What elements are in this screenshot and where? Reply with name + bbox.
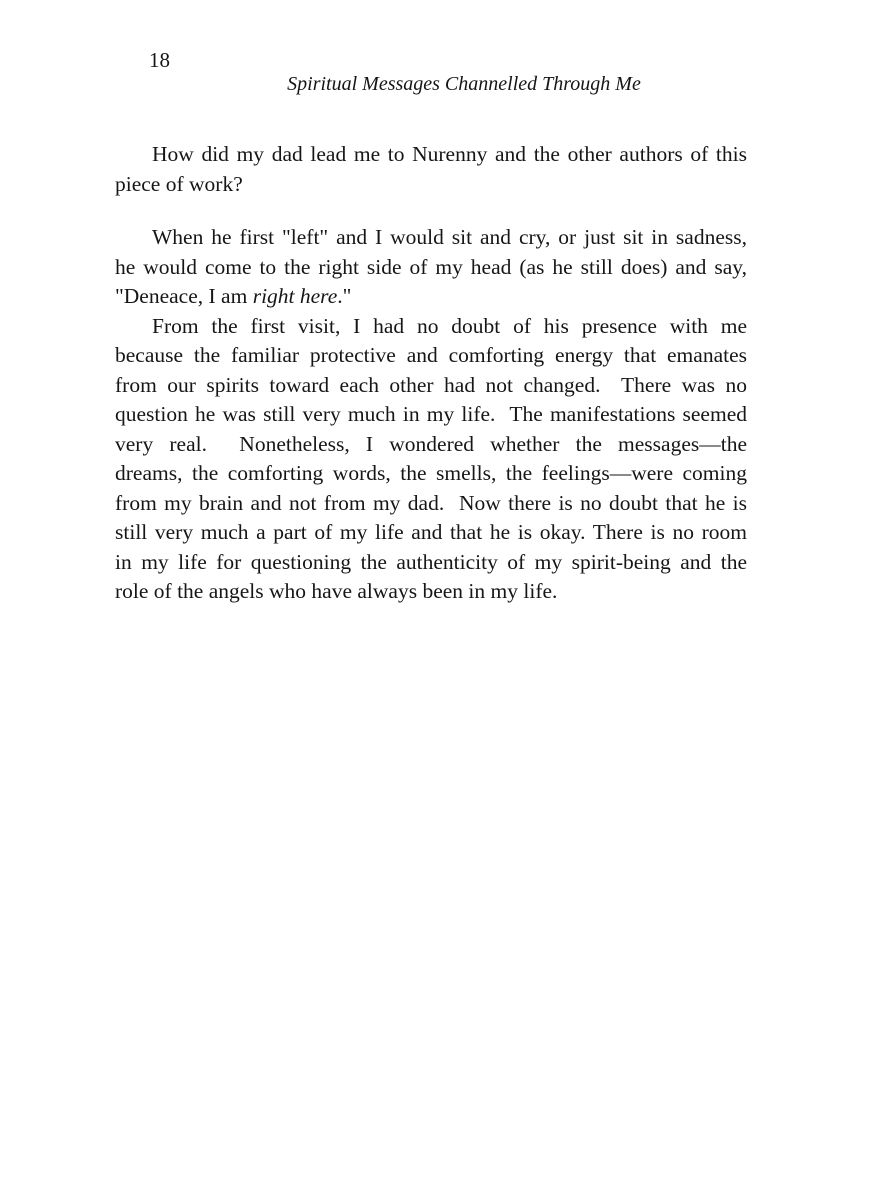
text-line: because the familiar protective and comforting energy that emanates	[115, 343, 747, 367]
paragraph-1	[115, 140, 747, 199]
text-line: When he first "left" and I would sit and cry, or just sit in sadness,	[152, 225, 747, 249]
italic-phrase: right here	[252, 284, 338, 308]
text-run: ."	[337, 284, 352, 308]
text-line	[115, 282, 747, 312]
text-line: role of the angels who have always been in my life.	[115, 579, 558, 603]
text-line: dreams, the comforting words, the smells, the feelings—were coming	[115, 461, 747, 485]
text-line: from our spirits toward each other had not changed. There was no	[115, 372, 747, 397]
text-line: very real. Nonetheless, I wondered whether the messages—the	[115, 431, 747, 456]
text-line: piece of work?	[115, 171, 243, 196]
running-header: Spiritual Messages Channelled Through Me	[287, 73, 641, 95]
text-line: from my brain and not from my dad. Now there is no doubt that he is	[115, 490, 747, 515]
text-line: in my life for questioning the authenticity of my spirit-being and the	[115, 549, 747, 574]
text-run: "Deneace, I am	[115, 284, 253, 308]
paragraph-2	[115, 223, 747, 312]
text-line: question he was still very much in my life. The manifestations seemed	[115, 402, 747, 426]
page-body	[115, 140, 747, 607]
page-number: 18	[149, 48, 170, 72]
text-line: he would come to the right side of my head (as he still does) and say,	[115, 254, 747, 279]
text-line: From the first visit, I had no doubt of his presence with me	[152, 313, 747, 338]
text-line: still very much a part of my life and that he is okay. There is no room	[115, 520, 747, 544]
text-line: How did my dad lead me to Nurenny and the other authors of this	[152, 142, 747, 166]
paragraph-3	[115, 312, 747, 607]
